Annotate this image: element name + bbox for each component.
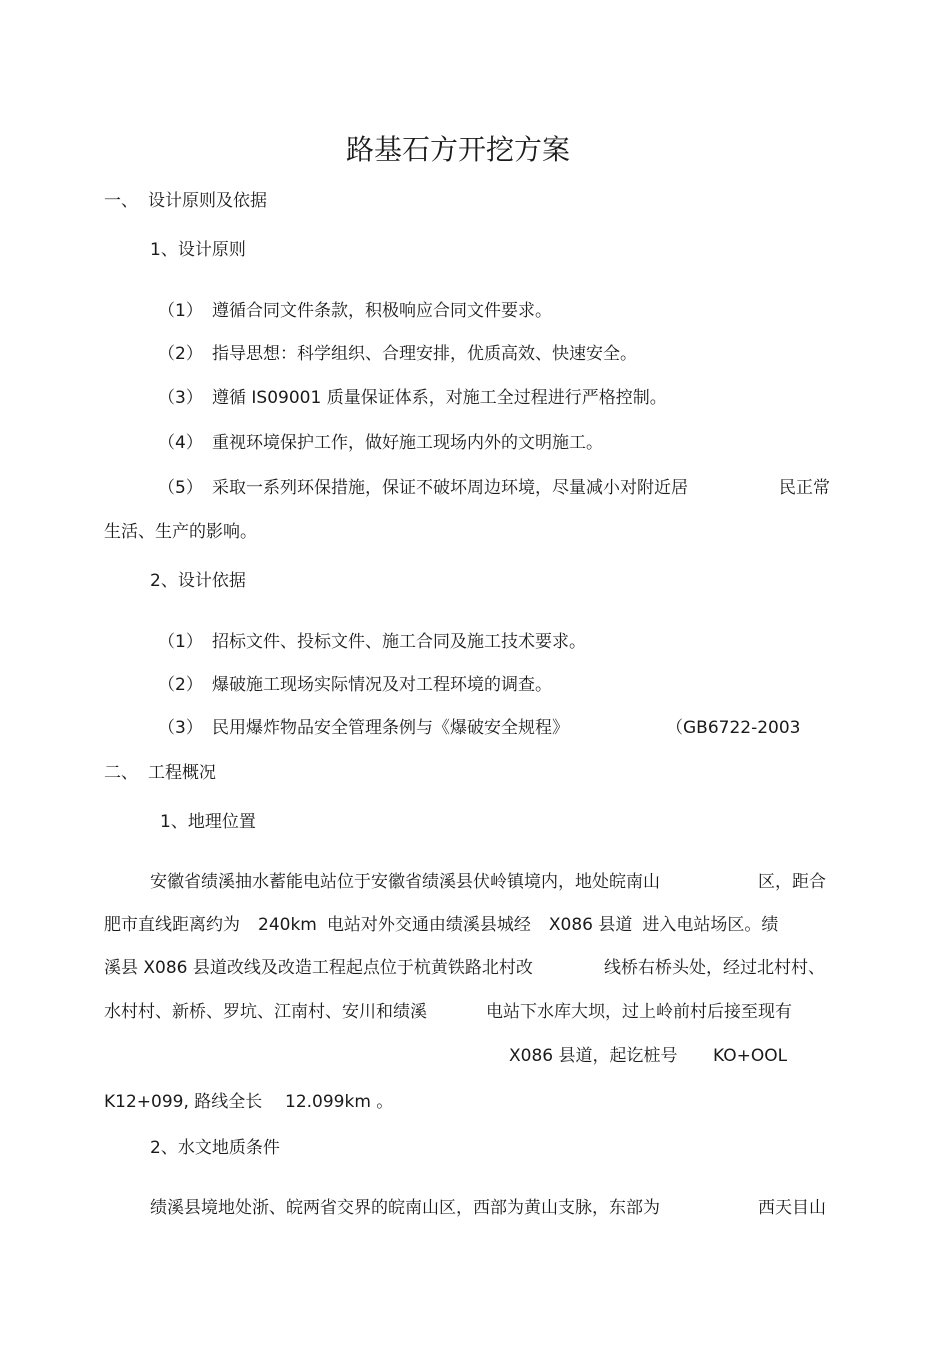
paragraph-line: 肥市直线距离约为 240km 电站对外交通由绩溪县城经 X086 县道 进入电站场区。绩 (104, 915, 779, 935)
item-number: （3） (158, 388, 203, 408)
paragraph-line: X086 县道，起讫桩号 (509, 1046, 678, 1066)
section-1-heading: 设计原则及依据 (148, 191, 267, 211)
paragraph-line: 水村村、新桥、罗坑、江南村、安川和绩溪 (104, 1002, 427, 1022)
section-1-number: 一、 (104, 191, 138, 211)
item-number: （1） (158, 632, 203, 652)
item-text-continuation: 生活、生产的影响。 (104, 522, 257, 542)
subsection-design-basis: 2、设计依据 (150, 571, 246, 591)
item-number: （4） (158, 433, 203, 453)
item-text: 遵循 IS09001 质量保证体系，对施工全过程进行严格控制。 (212, 388, 667, 408)
item-text: 民用爆炸物品安全管理条例与《爆破安全规程》 (212, 718, 569, 738)
paragraph-line: 安徽省绩溪抽水蓄能电站位于安徽省绩溪县伏岭镇境内，地处皖南山 (150, 872, 660, 892)
paragraph-line-tail: 西天目山 (758, 1198, 826, 1218)
item-text: 爆破施工现场实际情况及对工程环境的调查。 (212, 675, 552, 695)
item-number: （3） (158, 718, 203, 738)
subsection-design-principles: 1、设计原则 (150, 240, 246, 260)
subsection-location: 1、地理位置 (160, 812, 256, 832)
route-length: 12.099km 。 (285, 1092, 394, 1112)
item-text: 招标文件、投标文件、施工合同及施工技术要求。 (212, 632, 586, 652)
item-text: 重视环境保护工作，做好施工现场内外的文明施工。 (212, 433, 603, 453)
paragraph-line-tail: 线桥右桥头处，经过北村村、 (604, 958, 825, 978)
item-number: （1） (158, 301, 203, 321)
paragraph-line-tail: 电站下水库大坝，过上岭前村后接至现有 (486, 1002, 792, 1022)
item-text: 采取一系列环保措施，保证不破坏周边环境，尽量减小对附近居 (212, 478, 688, 498)
item-text-tail: 民正常 (779, 478, 830, 498)
paragraph-line: 绩溪县境地处浙、皖两省交界的皖南山区，西部为黄山支脉，东部为 (150, 1198, 660, 1218)
page-title: 路基石方开挖方案 (346, 133, 571, 166)
item-text: 指导思想：科学组织、合理安排，优质高效、快速安全。 (212, 344, 637, 364)
paragraph-line-tail: 区，距合 (758, 872, 826, 892)
stake-number: KO+OOL (713, 1046, 788, 1066)
section-2-heading: 工程概况 (148, 763, 216, 783)
item-number: （5） (158, 478, 203, 498)
subsection-hydrogeology: 2、水文地质条件 (150, 1138, 280, 1158)
item-number: （2） (158, 675, 203, 695)
standard-code: （GB6722-2003 (666, 718, 801, 738)
paragraph-line: K12+099, 路线全长 (104, 1092, 263, 1112)
paragraph-line: 溪县 X086 县道改线及改造工程起点位于杭黄铁路北村改 (104, 958, 533, 978)
item-text: 遵循合同文件条款，积极响应合同文件要求。 (212, 301, 552, 321)
section-2-number: 二、 (104, 763, 138, 783)
item-number: （2） (158, 344, 203, 364)
